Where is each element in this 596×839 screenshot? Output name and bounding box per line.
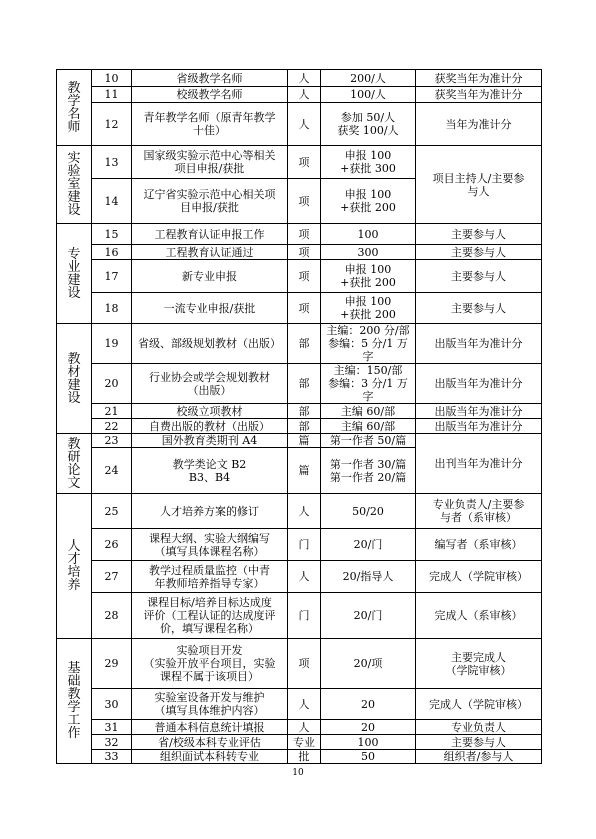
table-row [57, 260, 542, 293]
note-cell: 专业负责人 [416, 720, 542, 735]
table-row [57, 324, 542, 364]
note-cell: 完成人（学院审核） [416, 561, 542, 593]
item-cell: 行业协会或学会规划教材 （出版） [132, 364, 288, 404]
page-number: 10 [292, 768, 304, 778]
row-number: 14 [92, 179, 132, 224]
item-cell: 课程大纲、实验大纲编写 （填写具体课程名称） [132, 529, 288, 561]
item-cell: 一流专业申报/获批 [132, 293, 288, 324]
row-number: 21 [92, 404, 132, 419]
note-cell: 完成人（学院审核） [416, 689, 542, 720]
row-number: 24 [92, 448, 132, 494]
score-cell: 20/门 [321, 593, 416, 639]
table-row [57, 529, 542, 561]
unit-cell: 项 [288, 639, 321, 689]
note-cell: 主要参与人 [416, 224, 542, 245]
unit-cell: 专业 [288, 735, 321, 750]
row-number: 10 [92, 70, 132, 87]
score-cell: 第一作者 30/篇 第一作者 20/篇 [321, 448, 416, 494]
row-number: 29 [92, 639, 132, 689]
row-number: 20 [92, 364, 132, 404]
table-row [57, 224, 542, 245]
note-cell: 出版当年为准计分 [416, 404, 542, 419]
row-number: 22 [92, 419, 132, 434]
note-cell: 完成人（系审核） [416, 593, 542, 639]
note-cell: 编写者（系审核） [416, 529, 542, 561]
unit-cell: 项 [288, 260, 321, 293]
row-number: 33 [92, 750, 132, 764]
unit-cell: 人 [288, 720, 321, 735]
score-cell: 申报 100 +获批 200 [321, 293, 416, 324]
row-number: 32 [92, 735, 132, 750]
unit-cell: 部 [288, 324, 321, 364]
table-row [57, 750, 542, 764]
table-row [57, 434, 542, 448]
unit-cell: 人 [288, 70, 321, 87]
unit-cell: 篇 [288, 434, 321, 448]
note-cell: 组织者/参与人 [416, 750, 542, 764]
item-cell: 省/校级本科专业评估 [132, 735, 288, 750]
table-row [57, 364, 542, 404]
table-row [57, 561, 542, 593]
item-cell: 校级立项教材 [132, 404, 288, 419]
table-row [57, 720, 542, 735]
unit-cell: 人 [288, 561, 321, 593]
unit-cell: 篇 [288, 448, 321, 494]
unit-cell: 部 [288, 404, 321, 419]
item-cell: 工程教育认证申报工作 [132, 224, 288, 245]
score-cell: 20 [321, 689, 416, 720]
unit-cell: 批 [288, 750, 321, 764]
item-cell: 国家级实验示范中心等相关 项目申报/获批 [132, 146, 288, 179]
category-cell: 人才培养 [57, 494, 92, 639]
category-cell: 实验室建设 [57, 146, 92, 224]
unit-cell: 部 [288, 364, 321, 404]
item-cell: 青年教学名师（原青年教学 十佳） [132, 103, 288, 146]
score-cell: 主编 60/部 [321, 419, 416, 434]
score-table [56, 69, 542, 764]
category-cell: 教材建设 [57, 324, 92, 434]
score-cell: 50 [321, 750, 416, 764]
score-cell: 200/人 [321, 70, 416, 87]
unit-cell: 门 [288, 593, 321, 639]
item-cell: 组织面试本科转专业 [132, 750, 288, 764]
row-number: 30 [92, 689, 132, 720]
score-cell: 20/项 [321, 639, 416, 689]
score-cell: 100 [321, 224, 416, 245]
unit-cell: 人 [288, 689, 321, 720]
score-cell: 主编：200 分/部 参编：5 分/1 万字 [321, 324, 416, 364]
unit-cell: 项 [288, 293, 321, 324]
note-cell: 专业负责人/主要参 与者（系审核） [416, 494, 542, 529]
score-cell: 第一作者 50/篇 [321, 434, 416, 448]
score-cell: 300 [321, 245, 416, 260]
note-cell: 出版当年为准计分 [416, 364, 542, 404]
row-number: 16 [92, 245, 132, 260]
unit-cell: 门 [288, 529, 321, 561]
table-row [57, 689, 542, 720]
category-cell: 基础教学工作 [57, 639, 92, 764]
category-cell: 专业建设 [57, 224, 92, 324]
row-number: 15 [92, 224, 132, 245]
table-row [57, 146, 542, 179]
note-cell: 主要参与人 [416, 293, 542, 324]
row-number: 27 [92, 561, 132, 593]
category-cell: 教研论文 [57, 434, 92, 494]
item-cell: 自费出版的教材（出版） [132, 419, 288, 434]
item-cell: 新专业申报 [132, 260, 288, 293]
note-cell: 主要参与人 [416, 260, 542, 293]
table-row [57, 404, 542, 419]
table-row [57, 103, 542, 146]
row-number: 28 [92, 593, 132, 639]
item-cell: 课程目标/培养目标达成度 评价（工程认证的达成度评 价，填写课程名称） [132, 593, 288, 639]
unit-cell: 人 [288, 103, 321, 146]
row-number: 18 [92, 293, 132, 324]
item-cell: 国外教育类期刊 A4 [132, 434, 288, 448]
row-number: 12 [92, 103, 132, 146]
note-cell: 主要参与人 [416, 245, 542, 260]
note-cell: 获奖当年为准计分 [416, 70, 542, 87]
note-cell: 主要完成人 （学院审核） [416, 639, 542, 689]
note-cell: 出刊当年为准计分 [416, 434, 542, 494]
unit-cell: 项 [288, 146, 321, 179]
row-number: 26 [92, 529, 132, 561]
score-cell: 20/指导人 [321, 561, 416, 593]
item-cell: 教学过程质量监控（中青 年教师培养指导专家） [132, 561, 288, 593]
note-cell: 获奖当年为准计分 [416, 87, 542, 103]
table-row [57, 87, 542, 103]
score-cell: 主编：150/部 参编：3 分/1 万字 [321, 364, 416, 404]
item-cell: 辽宁省实验示范中心相关项 目申报/获批 [132, 179, 288, 224]
note-cell: 项目主持人/主要参 与人 [416, 146, 542, 224]
note-cell: 主要参与人 [416, 735, 542, 750]
note-cell: 出版当年为准计分 [416, 324, 542, 364]
score-cell: 申报 100 +获批 200 [321, 260, 416, 293]
table-row [57, 70, 542, 87]
table-row [57, 593, 542, 639]
item-cell: 实验项目开发 （实验开放平台项目，实验 课程不属于该项目） [132, 639, 288, 689]
score-cell: 20/门 [321, 529, 416, 561]
note-cell: 当年为准计分 [416, 103, 542, 146]
category-cell: 教学名师 [57, 70, 92, 146]
unit-cell: 项 [288, 245, 321, 260]
item-cell: 工程教育认证通过 [132, 245, 288, 260]
table-row [57, 735, 542, 750]
score-cell: 100/人 [321, 87, 416, 103]
note-cell: 出版当年为准计分 [416, 419, 542, 434]
score-cell: 主编 60/部 [321, 404, 416, 419]
unit-cell: 人 [288, 87, 321, 103]
table-row [57, 293, 542, 324]
row-number: 23 [92, 434, 132, 448]
table-row [57, 419, 542, 434]
unit-cell: 部 [288, 419, 321, 434]
table-row [57, 639, 542, 689]
unit-cell: 人 [288, 494, 321, 529]
row-number: 31 [92, 720, 132, 735]
row-number: 17 [92, 260, 132, 293]
row-number: 13 [92, 146, 132, 179]
row-number: 11 [92, 87, 132, 103]
item-cell: 实验室设备开发与维护 （填写具体维护内容） [132, 689, 288, 720]
score-cell: 50/20 [321, 494, 416, 529]
item-cell: 省级、部级规划教材（出版） [132, 324, 288, 364]
table-row [57, 245, 542, 260]
item-cell: 人才培养方案的修订 [132, 494, 288, 529]
score-cell: 100 [321, 735, 416, 750]
item-cell: 校级教学名师 [132, 87, 288, 103]
row-number: 25 [92, 494, 132, 529]
unit-cell: 项 [288, 179, 321, 224]
item-cell: 普通本科信息统计填报 [132, 720, 288, 735]
unit-cell: 项 [288, 224, 321, 245]
item-cell: 省级教学名师 [132, 70, 288, 87]
row-number: 19 [92, 324, 132, 364]
item-cell: 教学类论文 B2 B3、B4 [132, 448, 288, 494]
score-cell: 参加 50/人 获奖 100/人 [321, 103, 416, 146]
score-cell: 20 [321, 720, 416, 735]
score-cell: 申报 100 +获批 300 [321, 146, 416, 179]
table-row [57, 494, 542, 529]
score-cell: 申报 100 +获批 200 [321, 179, 416, 224]
